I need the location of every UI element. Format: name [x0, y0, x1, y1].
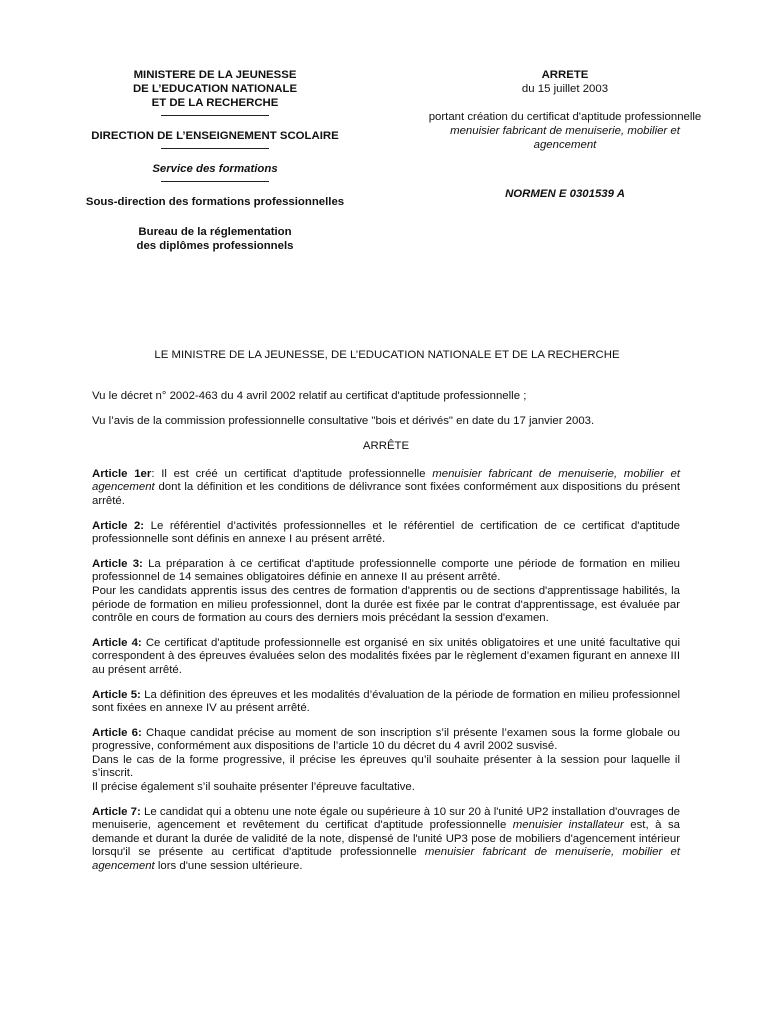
decree-purpose-line2: menuisier fabricant de menuiserie, mobilier et — [450, 125, 680, 137]
article-3: Article 3: La préparation à ce certificat d'aptitude professionnelle comporte une période de formation en milieu professionnel de 14 semaines obligatoires définie en annexe II au présent arrêté. Pour les candidats apprentis issus des centres de formation d'apprentis ou de sections d'apprentissage habilités, la période de formation en milieu professionnel, dont la durée est fixée par le contrat d'apprentissage, est évaluée par contrôle en cours de formation au cours des derniers mois précédant la session d'examen. — [92, 557, 680, 625]
decree-heading-block — [400, 68, 730, 201]
ministry-name-line3: ET DE LA RECHERCHE — [151, 97, 279, 109]
article-label: Article 2: — [92, 519, 145, 532]
decree-purpose-line1: portant création du certificat d'aptitude professionnelle — [428, 111, 702, 123]
decree-purpose-line3: agencement — [533, 139, 597, 151]
minister-heading: LE MINISTRE DE LA JEUNESSE, DE L’EDUCATION NATIONALE ET DE LA RECHERCHE — [154, 349, 620, 361]
ministry-name-line1: MINISTERE DE LA JEUNESSE — [133, 69, 297, 81]
article-label: Article 4: — [92, 636, 142, 649]
arrete-heading: ARRÊTE — [362, 440, 410, 453]
document-body — [92, 390, 680, 885]
article-label: Article 5: — [92, 688, 141, 701]
divider — [161, 148, 269, 149]
bureau-name-line2: des diplômes professionnels — [136, 240, 294, 252]
ministry-name-line2: DE L’EDUCATION NATIONALE — [132, 83, 298, 95]
article-1: Article 1er: Il est créé un certificat d'aptitude professionnelle menuisier fabricant de menuiserie, mobilier et agencement dont la définition et les conditions de délivrance sont fixées conformément aux dispositions du présent arrêté. — [92, 467, 680, 507]
article-label: Article 6: — [92, 726, 142, 739]
article-label: Article 7: — [92, 805, 141, 818]
divider — [161, 115, 269, 116]
direction-name: DIRECTION DE L’ENSEIGNEMENT SCOLAIRE — [91, 130, 339, 142]
issuer-block — [40, 68, 390, 253]
article-2: Article 2: Le référentiel d’activités professionnelles et le référentiel de certification de ce certificat d'aptitude professionnelle sont définis en annexe I au présent arrêté. — [92, 519, 680, 546]
article-label: Article 1er — [92, 467, 152, 480]
bureau-name-line1: Bureau de la réglementation — [138, 226, 292, 238]
article-4: Article 4: Ce certificat d'aptitude professionnelle est organisé en six unités obligatoires et une unité facultative qui correspondent à des épreuves évaluées selon des modalités fixées par le règlement d’examen figurant en annexe III au présent arrêté. — [92, 636, 680, 676]
sous-direction-name: Sous-direction des formations professionnelles — [85, 196, 345, 208]
service-name: Service des formations — [152, 163, 278, 175]
decree-title: ARRETE — [541, 69, 589, 81]
article-6: Article 6: Chaque candidat précise au moment de son inscription s’il présente l’examen sous la forme globale ou progressive, conformément aux dispositions de l’article 10 du décret du 4 avril 2002 susvisé. Dans le cas de la forme progressive, il précise les épreuves qu’il souhaite présenter à la session pour laquelle il s’inscrit. Il précise également s’il souhaite présenter l’épreuve facultative. — [92, 726, 680, 794]
divider — [161, 181, 269, 182]
article-5: Article 5: La définition des épreuves et les modalités d’évaluation de la période de formation en milieu professionnel sont fixées en annexe IV au présent arrêté. — [92, 688, 680, 715]
vu-avis: Vu l’avis de la commission professionnelle consultative "bois et dérivés" en date du 17 janvier 2003. — [92, 414, 595, 427]
vu-decret: Vu le décret n° 2002-463 du 4 avril 2002 relatif au certificat d'aptitude professionnelle ; — [92, 390, 527, 402]
article-label: Article 3: — [92, 557, 143, 570]
article-7: Article 7: Le candidat qui a obtenu une note égale ou supérieure à 10 sur 20 à l'unité UP2 installation d'ouvrages de menuiserie, agencement et revêtement du certificat d'aptitude professionnelle menuisier installateur est, à sa demande et durant la durée de validité de la note, dispensé de l'unité UP3 pose de mobiliers d'agencement intérieur lorsqu'il se présente au certificat d'aptitude professionnelle menuisier fabricant de menuiserie, mobilier et agencement lors d'une session ultérieure. — [92, 805, 680, 873]
decree-date: du 15 juillet 2003 — [521, 83, 609, 95]
decree-reference: NORMEN E 0301539 A — [505, 188, 625, 200]
